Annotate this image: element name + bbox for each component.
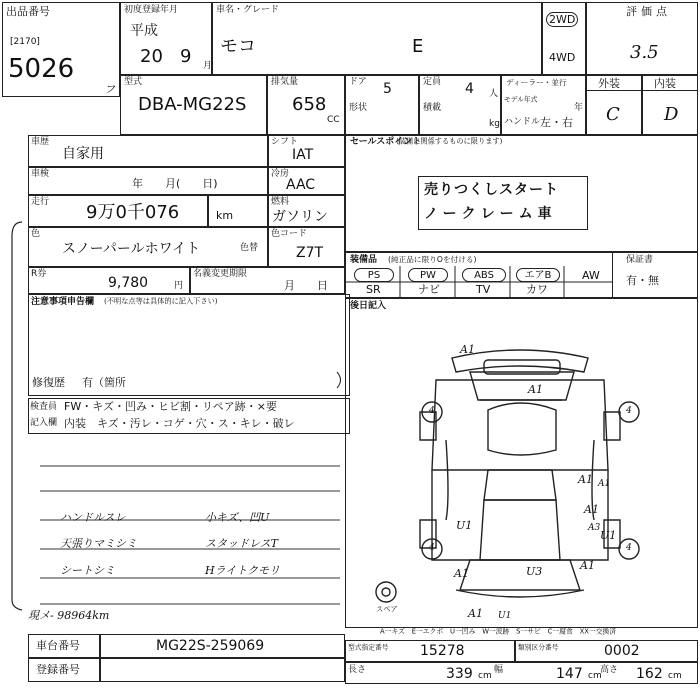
width-label: 幅 [494,665,504,675]
interior-label: 内装 [654,77,676,90]
mark-a1-rr: A1 [580,559,595,572]
equip-airbag: エアB [516,268,560,282]
chassis-label: 車台番号 [36,639,80,652]
reg-label: 初度登録年月 [124,5,179,15]
mark-u3: U3 [526,565,543,578]
exterior-label: 外装 [598,77,620,90]
spare-label: スペア [376,606,398,615]
mark-a1-top: A1 [460,343,475,356]
lot-suffix: フ [104,83,115,96]
mark-a1-right: A1 [578,473,593,486]
sales-sub: (装備に関係するものに限ります) [396,138,503,147]
inspection-label: 車検 [31,169,50,179]
diagram-legend: A一キズ E一エクボ U一凹み W一波跡 S一サビ C一腐食 XX一交換済 [380,627,617,636]
postentry-label: 後日記入 [350,301,387,311]
year-unit: 年 [574,103,584,113]
equip-leather: カワ [526,283,548,296]
equip-ps: PS [354,268,394,282]
color-label: 色 [31,229,41,239]
warranty-value: 有・無 [626,274,659,287]
length-value: 339 [446,666,473,682]
typeno-label: 型式指定番号 [348,644,389,652]
shape-label: 形状 [349,103,368,113]
interior-grade: D [664,104,679,125]
entry-label: 記入欄 [30,418,58,428]
hand-note-5: スタッドレスT [205,537,279,550]
displacement: 658 [292,94,327,115]
regno-value-box [100,658,345,682]
tire-rr: 4 [626,543,632,553]
hand-note-1: ハンドルスレ [60,511,126,524]
equip-aw: AW [582,269,600,282]
hand-note-2: 天張りマミシミ [60,537,137,550]
notes-sub: (不明な点等は具体的に記入下さい) [104,298,218,307]
length-label: 長さ [348,665,367,675]
cm-2: cm [588,671,602,681]
equip-navi: ナビ [418,283,440,296]
sales-line-1: 売りつくしスタート [424,182,559,198]
dealer-label: ディーラー・並行 [506,78,567,88]
model-year-label: モデル年式 [504,96,538,104]
repair-value: 有（箇所 [82,376,126,389]
fuel-value: ガソリン [272,209,328,225]
inspector-label: 検査員 [30,402,58,412]
doors: 5 [383,81,392,97]
hand-note-4: 小キズ、凹U [205,511,270,524]
entry-items: 内装 キズ・汚レ・コゲ・穴・ス・キレ・破レ [64,417,295,430]
model-label: 型式 [124,77,143,87]
door-label: ドア [349,77,367,87]
equip-tv: TV [476,283,491,296]
km-unit: km [216,209,234,222]
ac-value: AAC [286,177,316,193]
namechange-label: 名義変更期限 [193,269,248,279]
repaint-label: 色替 [240,243,259,253]
mileage-label: 走行 [31,197,50,207]
mark-a1-rear: A1 [454,567,469,580]
mark-u1-right: U1 [600,529,617,542]
color-code-label: 色コード [271,229,308,239]
equip-sr: SR [366,283,381,296]
mark-u1-bottom: U1 [498,611,512,621]
tire-fr: 4 [626,406,632,416]
name-label: 車名・グレード [216,5,280,15]
width-value: 147 [556,666,583,682]
category-label: 類別区分番号 [518,644,559,652]
reg-month: 9 [180,46,192,67]
inspection-value: 年 月( 日) [132,177,218,190]
namechange-value: 月 日 [284,279,328,292]
mark-a1-hood: A1 [528,383,543,396]
height-label: 高さ [600,665,619,675]
tire-rl: 4 [429,543,435,553]
mark-a1-bumper: A1 [468,607,483,620]
sales-label: セールスポイント [350,137,422,147]
cm-3: cm [668,671,682,681]
mark-a1-rdoor: A1 [584,503,599,516]
recycle-value: 9,780 [108,275,149,291]
height-value: 162 [636,666,663,682]
equip-sub: (純正品に限りOを付ける) [388,255,477,265]
inspector-items: FW・キズ・凹み・ヒビ割・リペア跡・×要 [64,400,277,413]
disp-label: 排気量 [271,77,299,87]
sales-line-2: ノークレーム車 [424,206,557,222]
equip-abs: ABS [462,268,506,282]
cc-unit: CC [327,115,340,125]
fuel-label: 燃料 [271,197,290,207]
capacity: 4 [465,81,474,97]
grade: E [412,36,424,57]
kg-unit: kg [489,119,500,129]
equip-pw: PW [408,268,448,282]
history-label: 車歴 [31,137,50,147]
score-value: 3.5 [630,42,659,63]
model-code: DBA-MG22S [138,94,247,115]
hand-note-6: Hライトクモリ [205,564,281,577]
yen-unit: 円 [174,281,184,291]
recycle-label: R券 [31,269,47,279]
regno-label: 登録番号 [36,663,80,676]
tire-fl: 4 [429,406,435,416]
era: 平成 [130,23,158,39]
cm-1: cm [478,671,492,681]
person-unit: 人 [489,89,499,99]
notes-label: 注意事項申告欄 [31,297,95,307]
load-label: 積載 [423,103,442,113]
lot-label: 出品番号 [6,5,50,18]
ac-label: 冷房 [271,169,290,179]
exterior-grade: C [606,104,620,125]
history-value: 自家用 [62,146,104,162]
shift-value: IAT [292,147,314,163]
warranty-label: 保証書 [626,255,654,265]
color-code-value: Z7T [296,245,324,261]
typeno-value: 15278 [420,643,465,659]
lot-number: 5026 [8,54,75,84]
mark-a1-b: A1 [598,479,611,489]
chassis-value: MG22S-259069 [156,638,265,654]
shift-label: シフト [271,137,299,147]
lot-small: [2170] [10,37,40,47]
mark-u1-left: U1 [456,519,473,532]
hand-mileage: 現メ- 98964km [28,609,110,622]
score-label: 評価点 [626,5,671,18]
drive-4wd: 4WD [549,51,576,64]
car-name: モコ [220,36,256,57]
reg-year: 20 [140,46,163,67]
category-value: 0002 [604,643,640,659]
color-value: スノーパールホワイト [62,241,201,257]
handle-options: 左・右 [540,116,573,129]
mileage-value: 9万0千076 [86,202,180,223]
cap-label: 定員 [423,77,442,87]
month-unit: 月 [203,61,213,71]
hand-note-3: シートシミ [60,564,115,577]
equip-label: 装備品 [350,255,378,265]
repair-label: 修復歴 [32,376,65,389]
drive-2wd: 2WD [546,12,578,27]
mark-a3: A3 [588,523,601,533]
handle-label: ハンドル [504,117,541,127]
